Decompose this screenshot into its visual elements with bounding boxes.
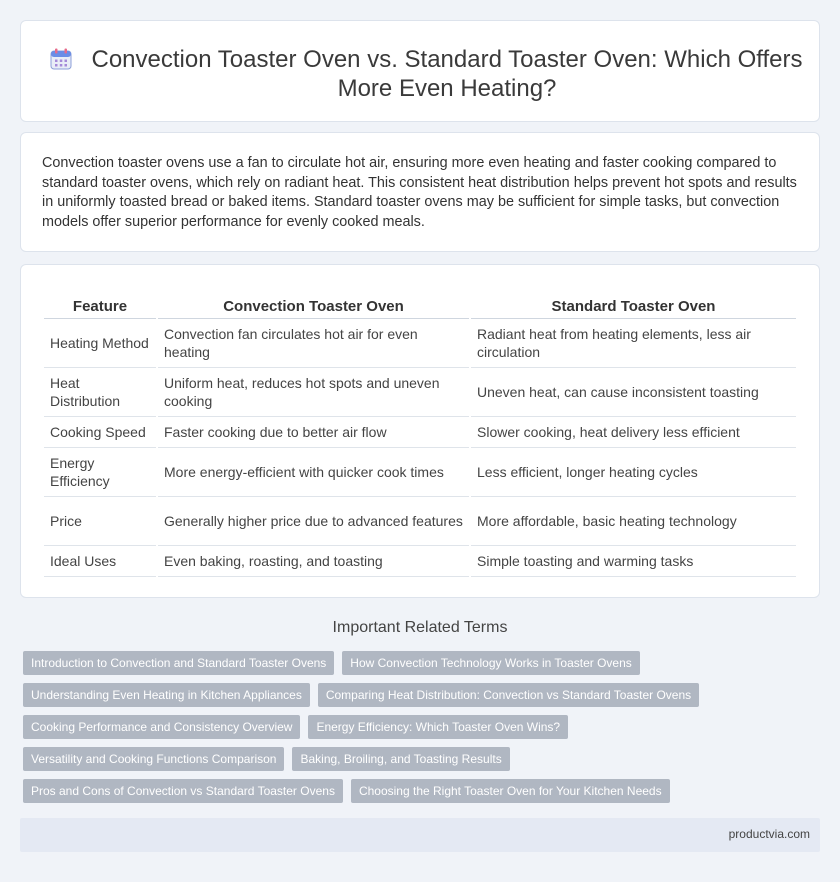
related-term-tag[interactable]: Baking, Broiling, and Toasting Results <box>292 747 509 771</box>
table-row <box>44 497 796 546</box>
page-title: Convection Toaster Oven vs. Standard Toaster Oven: Which Offers More Even Heating? <box>91 46 803 102</box>
comparison-table-card <box>20 264 820 598</box>
table-row <box>44 417 796 448</box>
related-term-tag[interactable]: Comparing Heat Distribution: Convection vs Standard Toaster Ovens <box>318 683 699 707</box>
convection-cell: More energy-efficient with quicker cook times <box>158 448 469 497</box>
related-terms-list <box>23 651 813 811</box>
related-term-tag[interactable]: Introduction to Convection and Standard Toaster Ovens <box>23 651 334 675</box>
standard-cell: Slower cooking, heat delivery less efficient <box>471 417 796 448</box>
footer-site-link[interactable]: productvia.com <box>728 827 810 841</box>
feature-cell: Energy Efficiency <box>44 448 156 497</box>
standard-cell: Simple toasting and warming tasks <box>471 546 796 577</box>
convection-cell: Faster cooking due to better air flow <box>158 417 469 448</box>
footer <box>20 818 820 852</box>
table-row <box>44 319 796 368</box>
feature-cell: Heating Method <box>44 319 156 368</box>
related-term-tag[interactable]: Energy Efficiency: Which Toaster Oven Wins? <box>308 715 568 739</box>
table-row <box>44 368 796 417</box>
feature-cell: Heat Distribution <box>44 368 156 417</box>
standard-cell: Less efficient, longer heating cycles <box>471 448 796 497</box>
summary-text: Convection toaster ovens use a fan to circulate hot air, ensuring more even heating and faster cooking compared to standard toaster ovens, which rely on radiant heat. This consistent heat distribution helps prevent hot spots and results in uniformly toasted bread or baked items. Standard toaster ovens may be sufficient for simple tasks, but convection models offer superior performance for evenly cooked meals. <box>42 155 797 230</box>
table-row <box>44 546 796 577</box>
table-header-row <box>44 295 796 319</box>
title-card <box>20 20 820 122</box>
standard-cell: Radiant heat from heating elements, less air circulation <box>471 319 796 368</box>
related-terms-heading: Important Related Terms <box>332 619 508 636</box>
calendar-icon <box>49 47 73 71</box>
related-term-tag[interactable]: Versatility and Cooking Functions Comparison <box>23 747 284 771</box>
header-convection: Convection Toaster Oven <box>158 295 469 319</box>
standard-cell: Uneven heat, can cause inconsistent toasting <box>471 368 796 417</box>
comparison-table <box>42 295 798 577</box>
feature-cell: Price <box>44 497 156 546</box>
summary-card <box>20 132 820 252</box>
convection-cell: Convection fan circulates hot air for even heating <box>158 319 469 368</box>
feature-cell: Cooking Speed <box>44 417 156 448</box>
related-term-tag[interactable]: Cooking Performance and Consistency Overview <box>23 715 300 739</box>
convection-cell: Uniform heat, reduces hot spots and uneven cooking <box>158 368 469 417</box>
convection-cell: Even baking, roasting, and toasting <box>158 546 469 577</box>
header-feature: Feature <box>44 295 156 319</box>
convection-cell: Generally higher price due to advanced features <box>158 497 469 546</box>
related-term-tag[interactable]: Pros and Cons of Convection vs Standard Toaster Ovens <box>23 779 343 803</box>
related-term-tag[interactable]: Understanding Even Heating in Kitchen Appliances <box>23 683 310 707</box>
related-term-tag[interactable]: Choosing the Right Toaster Oven for Your Kitchen Needs <box>351 779 670 803</box>
feature-cell: Ideal Uses <box>44 546 156 577</box>
table-row <box>44 448 796 497</box>
standard-cell: More affordable, basic heating technology <box>471 497 796 546</box>
header-standard: Standard Toaster Oven <box>471 295 796 319</box>
related-term-tag[interactable]: How Convection Technology Works in Toaster Ovens <box>342 651 639 675</box>
